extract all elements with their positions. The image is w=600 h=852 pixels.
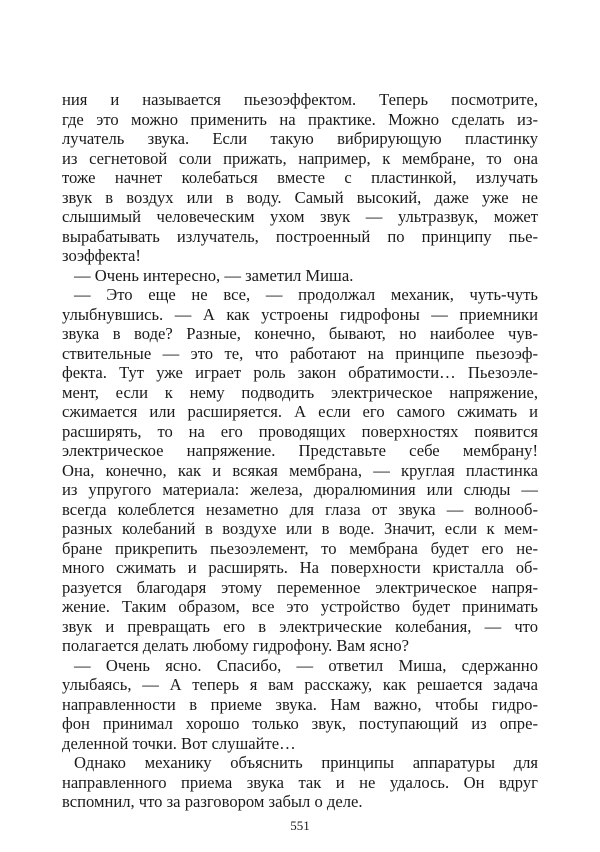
paragraph bbox=[62, 266, 538, 286]
text-line: — Очень ясно. Спасибо, — ответил Миша, сдержанно bbox=[74, 655, 538, 675]
paragraph bbox=[62, 285, 538, 656]
text-line: зоэффекта! bbox=[62, 246, 141, 265]
text-line: полагается делать любому гидрофону. Вам ясно? bbox=[62, 636, 409, 655]
text-line: расширять, то на его проводящих поверхностях появится bbox=[62, 421, 538, 441]
text-line: из упругого материала: железа, дюралюминия или слюды — bbox=[62, 480, 538, 499]
text-line: направленности в приеме звука. Нам важно, чтобы гидро- bbox=[62, 694, 538, 714]
text-line: улыбнувшись. — А как устроены гидрофоны — приемники bbox=[62, 304, 538, 324]
text-line: направленного приема звука так и не удалось. Он вдруг bbox=[62, 772, 538, 792]
text-line: разуется благодаря этому переменное электрическое напря- bbox=[62, 577, 538, 597]
text-line: звука в воде? Разные, конечно, бывают, но наиболее чув- bbox=[62, 324, 538, 343]
paragraph bbox=[62, 90, 538, 266]
text-line: из сегнетовой соли прижать, например, к мембране, то она bbox=[62, 148, 538, 168]
text-line: — Очень интересно, — заметил Миша. bbox=[74, 265, 354, 285]
text-line: фекта. Тут уже играет роль закон обратимости… Пьезоэле- bbox=[62, 363, 538, 382]
text-line: жение. Таким образом, все это устройство будет принимать bbox=[62, 597, 538, 616]
text-line: деленной точки. Вот слушайте… bbox=[62, 733, 296, 753]
text-line: много сжимать и расширять. На поверхности кристалла об- bbox=[62, 558, 538, 577]
text-line: мент, если к нему подводить электрическое напряжение, bbox=[62, 382, 538, 402]
text-line: где это можно применить на практике. Можно сделать из- bbox=[62, 109, 538, 129]
text-line: разных колебаний в воздухе или в воде. Значит, если к мем- bbox=[62, 519, 538, 538]
text-line: сжимается или расширяется. А если его самого сжимать и bbox=[62, 402, 538, 421]
text-line: — Это еще не все, — продолжал механик, чуть-чуть bbox=[74, 285, 538, 304]
text-line: звук и превращать его в электрические колебания, — что bbox=[62, 616, 538, 636]
text-line: вспомнил, что за разговором забыл о деле. bbox=[62, 792, 363, 811]
text-line: электрическое напряжение. Представьте себе мембрану! bbox=[62, 441, 538, 460]
text-line: ния и называется пьезоэффектом. Теперь посмотрите, bbox=[62, 90, 538, 109]
text-line: Она, конечно, как и всякая мембрана, — круглая пластинка bbox=[62, 460, 538, 480]
text-line: улыбаясь, — А теперь я вам расскажу, как решается задача bbox=[62, 675, 538, 694]
page-number: 551 bbox=[290, 818, 310, 833]
page-body-text bbox=[62, 90, 538, 812]
text-line: звук в воздух или в воду. Самый высокий, даже уже не bbox=[62, 187, 538, 207]
text-line: лучатель звука. Если такую вибрирующую пластинку bbox=[62, 129, 538, 148]
text-line: слышимый человеческим ухом звук — ультразвук, может bbox=[62, 207, 538, 226]
text-line: фон принимал хорошо только звук, поступающий из опре- bbox=[62, 714, 538, 733]
paragraph bbox=[62, 753, 538, 812]
text-line: ствительные — это те, что работают на принципе пьезоэф- bbox=[62, 343, 538, 363]
text-line: вырабатывать излучатель, построенный по принципу пье- bbox=[62, 226, 538, 246]
text-line: бране прикрепить пьезоэлемент, то мембрана будет его не- bbox=[62, 538, 538, 558]
text-line: тоже начнет колебаться вместе с пластинкой, излучать bbox=[62, 168, 538, 187]
text-line: Однако механику объяснить принципы аппаратуры для bbox=[74, 753, 538, 772]
paragraph bbox=[62, 656, 538, 754]
text-line: всегда колеблется незаметно для глаза от звука — волнооб- bbox=[62, 499, 538, 519]
